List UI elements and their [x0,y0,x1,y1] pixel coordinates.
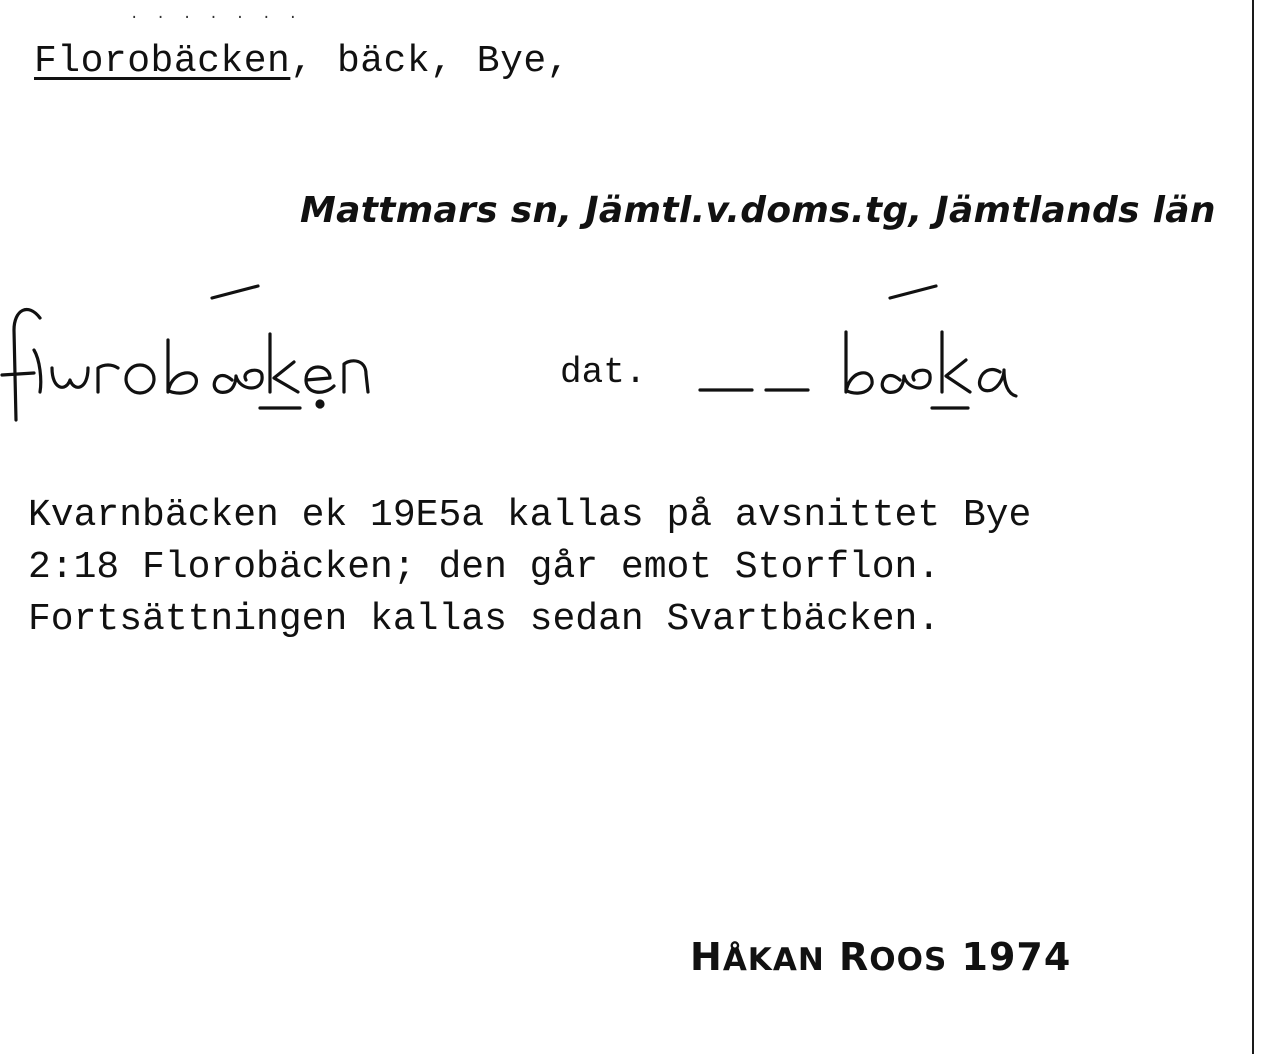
top-dots: ....... [130,6,316,22]
headword-rest: , bäck, Bye, [290,40,570,83]
body-line: Kvarnbäcken ek 19E5a kallas på avsnittet Bye [28,494,1032,537]
body-line: 2:18 Florobäcken; den går emot Storflon. [28,546,941,589]
dative-label: dat. [560,352,647,393]
card-edge-line [1252,0,1254,1054]
headword-line [34,40,570,83]
headword: Florobäcken [34,40,291,83]
body-text [28,490,1031,646]
parish-line: Mattmars sn, Jämtl.v.doms.tg, Jämtlands län [300,190,1216,231]
signature: HÅKAN ROOS 1974 [690,935,1072,979]
body-line: Fortsättningen kallas sedan Svartbäcken. [28,598,941,641]
